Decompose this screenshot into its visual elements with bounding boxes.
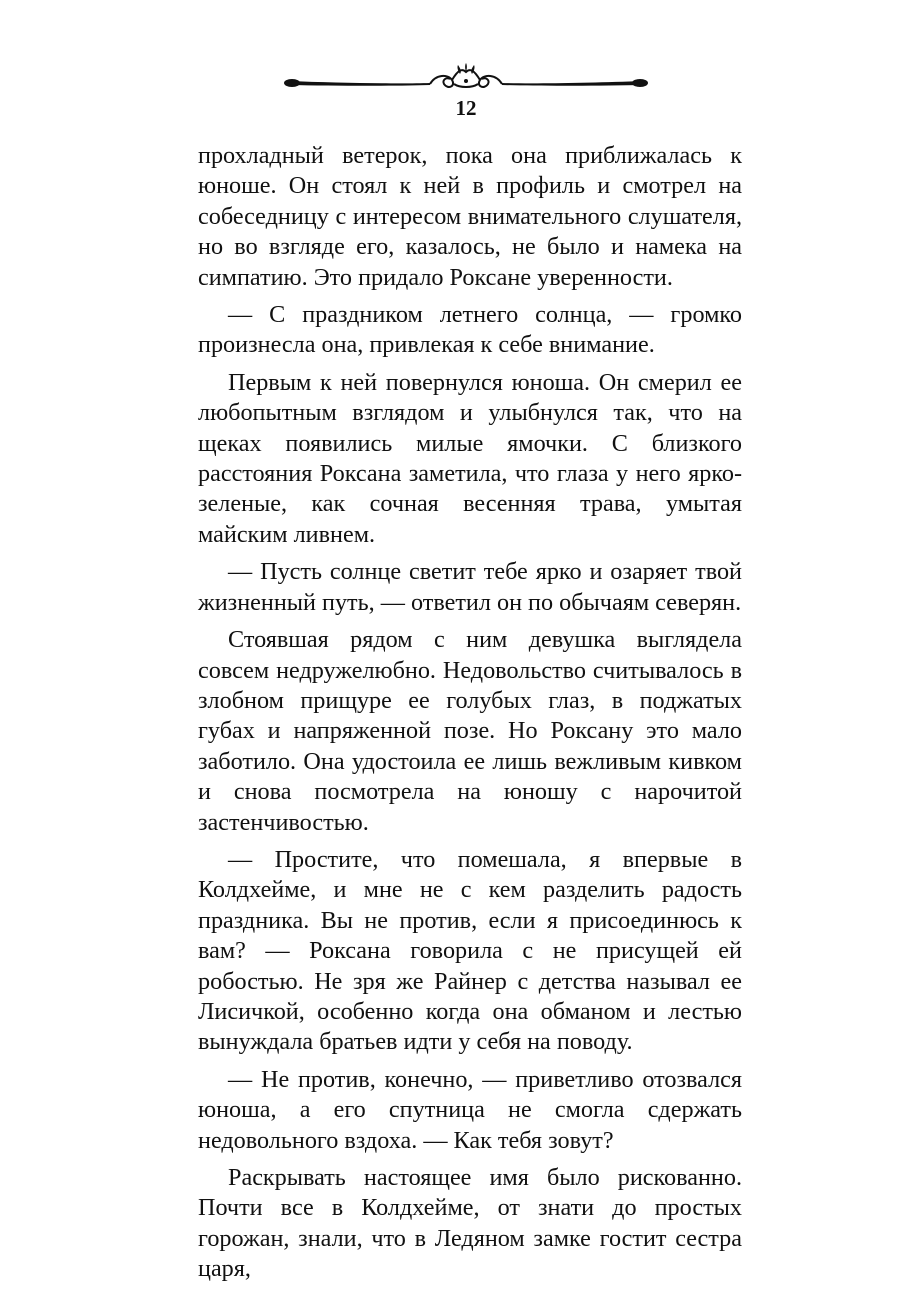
paragraph: прохладный ветерок, пока она приближалась к юноше. Он стоял к ней в профиль и смотрел на собеседницу с интересом внимательного слушателя, но во взгляде его, казалось, не было и намека на симпатию. Это придало Роксане уверенности.	[198, 142, 742, 291]
paragraph: — Простите, что помешала, я впервые в Колдхейме, и мне не с кем разделить радость праздника. Вы не против, если я присоединюсь к вам? — Роксана говорила с не присущей ей робостью. Не зря же Райнер с детства называл ее Лисичкой, особенно когда она обманом и лестью вынуждала братьев идти у себя на поводу.	[198, 845, 742, 1056]
body-text	[198, 141, 742, 1292]
paragraph: — Не против, конечно, — приветливо отозвался юноша, а его спутница не смогла сдержать недовольного вздоха. — Как тебя зовут?	[198, 1065, 742, 1154]
page-header	[280, 62, 652, 132]
paragraph: — Пусть солнце светит тебе ярко и озаряет твой жизненный путь, — ответил он по обычаям северян.	[198, 558, 742, 616]
paragraph: Раскрывать настоящее имя было рискованно. Почти все в Колдхейме, от знати до простых горожан, знали, что в Ледяном замке гостит сестра царя,	[198, 1164, 742, 1283]
paragraph: Стоявшая рядом с ним девушка выглядела совсем недружелюбно. Недовольство считывалось в злобном прищуре ее голубых глаз, в поджатых губах и напряженной позе. Но Роксану это мало заботило. Она удостоила ее лишь вежливым кивком и снова посмотрела на юношу с нарочитой застенчивостью.	[198, 626, 742, 836]
page-number: 12	[455, 96, 477, 120]
paragraph: — С праздником летнего солнца, — громко произнесла она, привлекая к себе внимание.	[198, 301, 742, 359]
paragraph: Первым к ней повернулся юноша. Он смерил ее любопытным взглядом и улыбнулся так, что на щеках появились милые ямочки. С близкого расстояния Роксана заметила, что глаза у него ярко-зеленые, как сочная весенняя трава, умытая майским ливнем.	[198, 368, 742, 548]
